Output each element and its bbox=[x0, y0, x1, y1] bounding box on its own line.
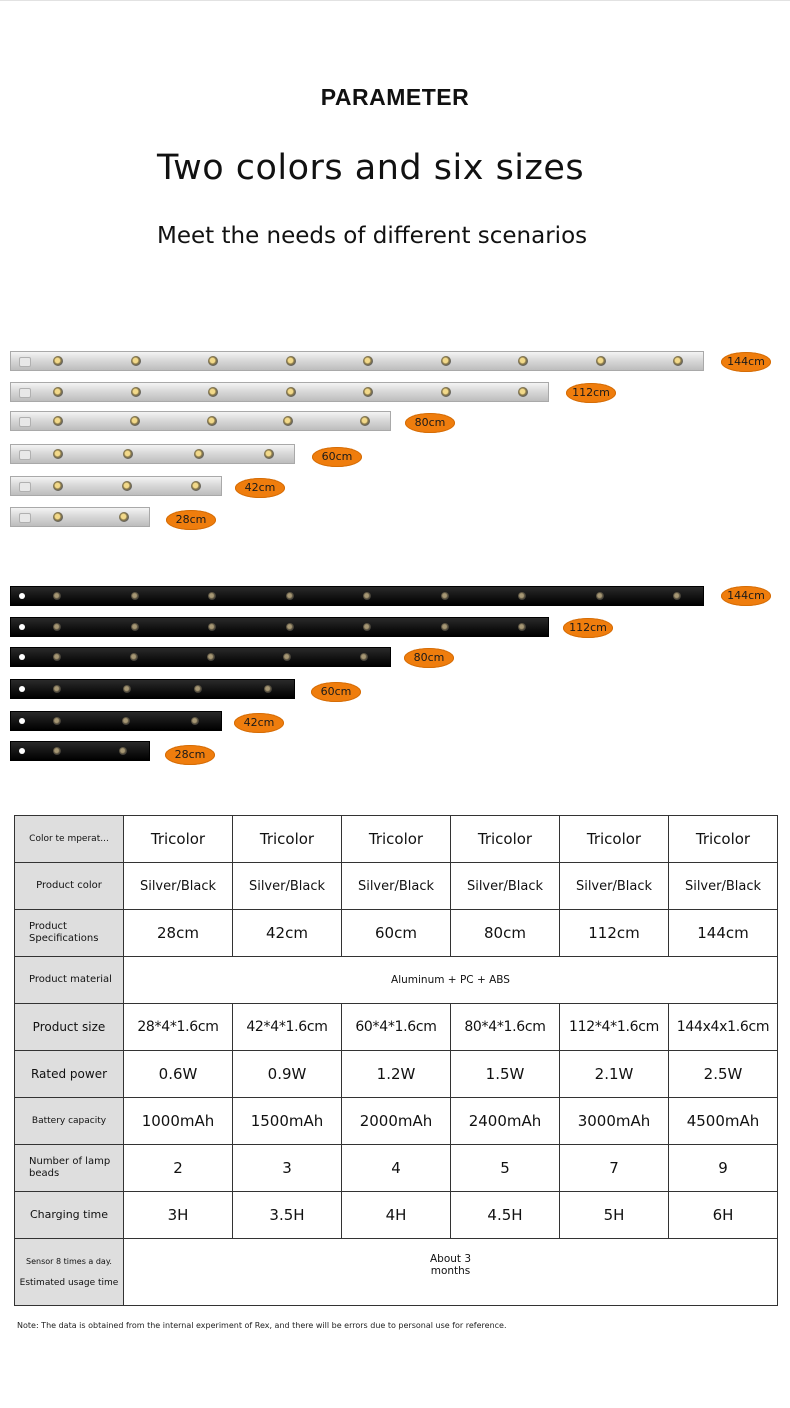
lamp-bead bbox=[131, 623, 139, 631]
lamp-bead bbox=[53, 416, 63, 426]
motion-sensor bbox=[19, 388, 31, 398]
cell: Tricolor bbox=[669, 816, 778, 863]
size-tag-silver-80: 80cm bbox=[405, 413, 455, 433]
cell: 28cm bbox=[124, 910, 233, 957]
size-tag-black-28: 28cm bbox=[165, 745, 215, 765]
cell: 2.1W bbox=[560, 1051, 669, 1098]
silver-bar-42 bbox=[10, 476, 222, 496]
cell: 3 bbox=[233, 1145, 342, 1192]
lamp-bead bbox=[363, 592, 371, 600]
cell: 112cm bbox=[560, 910, 669, 957]
cell: 7 bbox=[560, 1145, 669, 1192]
size-tag-silver-112: 112cm bbox=[566, 383, 616, 403]
cell: 60*4*1.6cm bbox=[342, 1004, 451, 1051]
lamp-bead bbox=[123, 449, 133, 459]
lamp-bead bbox=[264, 685, 272, 693]
cell: Silver/Black bbox=[342, 863, 451, 910]
lamp-bead bbox=[119, 512, 129, 522]
lamp-bead bbox=[131, 356, 141, 366]
merged-cell: Aluminum + PC + ABS bbox=[124, 957, 778, 1004]
cell: 2000mAh bbox=[342, 1098, 451, 1145]
lamp-bead bbox=[208, 356, 218, 366]
motion-sensor bbox=[19, 450, 31, 460]
row-label: Battery capacity bbox=[15, 1098, 124, 1145]
lamp-bead bbox=[208, 387, 218, 397]
cell: 5 bbox=[451, 1145, 560, 1192]
row-charging-time bbox=[15, 1192, 778, 1239]
section-title: PARAMETER bbox=[320, 84, 470, 110]
lamp-bead bbox=[264, 449, 274, 459]
lamp-bead bbox=[673, 356, 683, 366]
cell: 2.5W bbox=[669, 1051, 778, 1098]
row-label: Number of lamp beads bbox=[15, 1145, 124, 1192]
motion-sensor bbox=[19, 593, 25, 599]
lamp-bead bbox=[518, 592, 526, 600]
row-product-material bbox=[15, 957, 778, 1004]
black-bar-112 bbox=[10, 617, 549, 637]
silver-bar-144 bbox=[10, 351, 704, 371]
cell: 144x4x1.6cm bbox=[669, 1004, 778, 1051]
cell: 144cm bbox=[669, 910, 778, 957]
cell: 42*4*1.6cm bbox=[233, 1004, 342, 1051]
lamp-bead bbox=[596, 356, 606, 366]
lamp-bead bbox=[191, 717, 199, 725]
motion-sensor bbox=[19, 748, 25, 754]
row-label: Charging time bbox=[15, 1192, 124, 1239]
cell: Tricolor bbox=[451, 816, 560, 863]
row-label: Product size bbox=[15, 1004, 124, 1051]
lamp-bead bbox=[53, 653, 61, 661]
lamp-bead bbox=[208, 623, 216, 631]
size-tag-silver-42: 42cm bbox=[235, 478, 285, 498]
motion-sensor bbox=[19, 417, 31, 427]
black-bar-42 bbox=[10, 711, 222, 731]
black-bar-28 bbox=[10, 741, 150, 761]
row-label bbox=[15, 1239, 124, 1306]
row-label: Rated power bbox=[15, 1051, 124, 1098]
lamp-bead bbox=[53, 512, 63, 522]
cell: 0.9W bbox=[233, 1051, 342, 1098]
cell: 80cm bbox=[451, 910, 560, 957]
lamp-bead bbox=[53, 592, 61, 600]
lamp-bead bbox=[53, 449, 63, 459]
size-tag-black-80: 80cm bbox=[404, 648, 454, 668]
cell: 4500mAh bbox=[669, 1098, 778, 1145]
lamp-bead bbox=[207, 653, 215, 661]
lamp-bead bbox=[286, 387, 296, 397]
lamp-bead bbox=[518, 356, 528, 366]
cell: Tricolor bbox=[124, 816, 233, 863]
footnote: Note: The data is obtained from the internal experiment of Rex, and there will be errors due to personal use for reference. bbox=[17, 1321, 507, 1330]
black-bar-80 bbox=[10, 647, 391, 667]
lamp-bead bbox=[363, 387, 373, 397]
lamp-bead bbox=[53, 623, 61, 631]
lamp-bead bbox=[283, 653, 291, 661]
lamp-bead bbox=[119, 747, 127, 755]
size-tag-black-144: 144cm bbox=[721, 586, 771, 606]
lamp-bead bbox=[286, 623, 294, 631]
cell: Silver/Black bbox=[124, 863, 233, 910]
motion-sensor bbox=[19, 482, 31, 492]
cell: 80*4*1.6cm bbox=[451, 1004, 560, 1051]
size-tag-silver-60: 60cm bbox=[312, 447, 362, 467]
row-color-temperature bbox=[15, 816, 778, 863]
lamp-bead bbox=[122, 717, 130, 725]
lamp-bead bbox=[286, 592, 294, 600]
lamp-bead bbox=[53, 747, 61, 755]
lamp-bead bbox=[283, 416, 293, 426]
size-tag-black-60: 60cm bbox=[311, 682, 361, 702]
lamp-bead bbox=[441, 623, 449, 631]
lamp-bead bbox=[360, 416, 370, 426]
lamp-bead bbox=[53, 717, 61, 725]
row-lamp-beads bbox=[15, 1145, 778, 1192]
lamp-bead bbox=[122, 481, 132, 491]
lamp-bead bbox=[518, 623, 526, 631]
parameter-table bbox=[14, 815, 778, 1306]
size-tag-black-112: 112cm bbox=[563, 618, 613, 638]
cell: Silver/Black bbox=[560, 863, 669, 910]
lamp-bead bbox=[53, 685, 61, 693]
lamp-bead bbox=[131, 592, 139, 600]
lamp-bead bbox=[191, 481, 201, 491]
motion-sensor bbox=[19, 654, 25, 660]
row-label: Product color bbox=[15, 863, 124, 910]
cell: Tricolor bbox=[560, 816, 669, 863]
cell: 6H bbox=[669, 1192, 778, 1239]
cell: 5H bbox=[560, 1192, 669, 1239]
size-tag-silver-28: 28cm bbox=[166, 510, 216, 530]
row-product-size bbox=[15, 1004, 778, 1051]
lamp-bead bbox=[363, 623, 371, 631]
cell: 4 bbox=[342, 1145, 451, 1192]
usage-time-value: About 3 months bbox=[429, 1253, 472, 1277]
silver-bar-60 bbox=[10, 444, 295, 464]
motion-sensor bbox=[19, 513, 31, 523]
black-bar-60 bbox=[10, 679, 295, 699]
cell: 4.5H bbox=[451, 1192, 560, 1239]
silver-bar-112 bbox=[10, 382, 549, 402]
cell: 4H bbox=[342, 1192, 451, 1239]
black-bar-144 bbox=[10, 586, 704, 606]
lamp-bead bbox=[194, 449, 204, 459]
silver-bar-28 bbox=[10, 507, 150, 527]
merged-cell bbox=[124, 1239, 778, 1306]
cell: 28*4*1.6cm bbox=[124, 1004, 233, 1051]
lamp-bead bbox=[53, 481, 63, 491]
row-label-line1: Sensor 8 times a day. bbox=[26, 1256, 112, 1266]
lamp-bead bbox=[207, 416, 217, 426]
lamp-bead bbox=[596, 592, 604, 600]
motion-sensor bbox=[19, 624, 25, 630]
size-tag-silver-144: 144cm bbox=[721, 352, 771, 372]
cell: 112*4*1.6cm bbox=[560, 1004, 669, 1051]
motion-sensor bbox=[19, 357, 31, 367]
cell: 1.5W bbox=[451, 1051, 560, 1098]
row-label: Product material bbox=[15, 957, 124, 1004]
lamp-bead bbox=[673, 592, 681, 600]
lamp-bead bbox=[123, 685, 131, 693]
cell: 1000mAh bbox=[124, 1098, 233, 1145]
cell: Tricolor bbox=[233, 816, 342, 863]
cell: 2400mAh bbox=[451, 1098, 560, 1145]
lamp-bead bbox=[53, 356, 63, 366]
cell: Silver/Black bbox=[669, 863, 778, 910]
subheadline: Meet the needs of different scenarios bbox=[157, 223, 588, 249]
lamp-bead bbox=[208, 592, 216, 600]
cell: 42cm bbox=[233, 910, 342, 957]
lamp-bead bbox=[441, 356, 451, 366]
cell: 2 bbox=[124, 1145, 233, 1192]
lamp-bead bbox=[518, 387, 528, 397]
lamp-bead bbox=[130, 416, 140, 426]
row-label: Color te mperat... bbox=[15, 816, 124, 863]
row-label: Product Specifications bbox=[15, 910, 124, 957]
lamp-bead bbox=[53, 387, 63, 397]
lamp-bead bbox=[286, 356, 296, 366]
motion-sensor bbox=[19, 718, 25, 724]
cell: Silver/Black bbox=[233, 863, 342, 910]
row-product-color bbox=[15, 863, 778, 910]
lamp-bead bbox=[130, 653, 138, 661]
lamp-bead bbox=[131, 387, 141, 397]
cell: 1500mAh bbox=[233, 1098, 342, 1145]
cell: 9 bbox=[669, 1145, 778, 1192]
cell: Silver/Black bbox=[451, 863, 560, 910]
row-label-line2: Estimated usage time bbox=[19, 1277, 119, 1288]
headline: Two colors and six sizes bbox=[157, 148, 585, 188]
cell: 1.2W bbox=[342, 1051, 451, 1098]
size-tag-black-42: 42cm bbox=[234, 713, 284, 733]
cell: 0.6W bbox=[124, 1051, 233, 1098]
cell: 3H bbox=[124, 1192, 233, 1239]
lamp-bead bbox=[363, 356, 373, 366]
silver-bar-80 bbox=[10, 411, 391, 431]
cell: 3000mAh bbox=[560, 1098, 669, 1145]
row-battery-capacity bbox=[15, 1098, 778, 1145]
lamp-bead bbox=[441, 387, 451, 397]
lamp-bead bbox=[194, 685, 202, 693]
row-rated-power bbox=[15, 1051, 778, 1098]
lamp-bead bbox=[360, 653, 368, 661]
cell: Tricolor bbox=[342, 816, 451, 863]
cell: 3.5H bbox=[233, 1192, 342, 1239]
cell: 60cm bbox=[342, 910, 451, 957]
row-usage-time bbox=[15, 1239, 778, 1306]
motion-sensor bbox=[19, 686, 25, 692]
lamp-bead bbox=[441, 592, 449, 600]
row-product-specifications bbox=[15, 910, 778, 957]
